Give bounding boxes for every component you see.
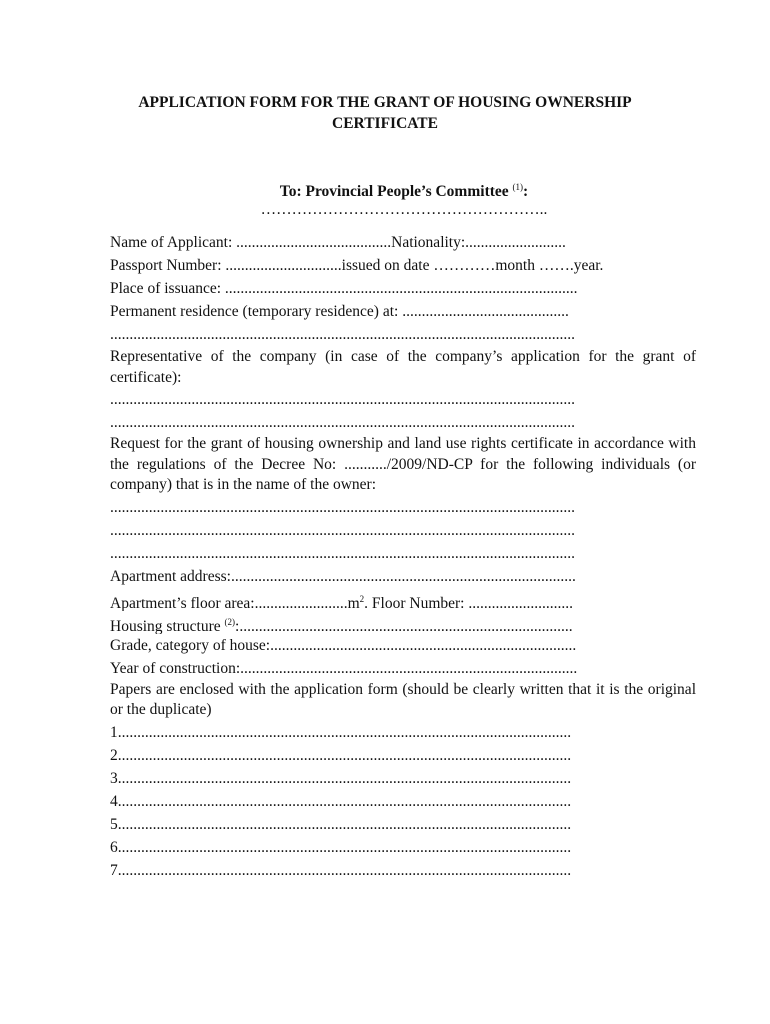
- form-title-line1: APPLICATION FORM FOR THE GRANT OF HOUSING OWNERSHIP: [138, 94, 632, 111]
- housing-structure-row: [110, 611, 696, 634]
- paper-item-5[interactable]: 5.....................................................................................................................: [110, 815, 572, 833]
- footnote-ref-1: (1): [512, 182, 524, 192]
- housing-structure-field[interactable]: :......................................................................................: [235, 617, 573, 634]
- housing-structure-label: Housing structure: [110, 617, 225, 634]
- residence-line-2[interactable]: ........................................................................................................................: [110, 326, 575, 343]
- form-body: [110, 231, 696, 882]
- year-construction-field[interactable]: Year of construction:.......................................................................................: [110, 659, 578, 677]
- grade-category-field[interactable]: Grade, category of house:...............................................................................: [110, 636, 577, 654]
- owner-line-2[interactable]: ........................................................................................................................: [110, 521, 575, 539]
- representative-line-1[interactable]: ........................................................................................................................: [110, 391, 575, 408]
- square-superscript: 2: [359, 593, 365, 604]
- recipient-dots: ………………………………………………..: [260, 201, 548, 218]
- applicant-row: [110, 231, 696, 254]
- recipient-colon: :: [523, 183, 529, 200]
- form-title: [60, 92, 710, 134]
- footnote-ref-2: (2): [224, 616, 236, 627]
- nationality-field[interactable]: Nationality:..........................: [391, 234, 566, 251]
- floor-number-field[interactable]: . Floor Number: ...........................: [364, 594, 573, 611]
- paper-item-2[interactable]: 2.....................................................................................................................: [110, 746, 572, 764]
- paper-item-3[interactable]: 3.....................................................................................................................: [110, 769, 572, 787]
- request-text: Request for the grant of housing ownership and land use rights certificate in accordance with the regulations of the Decree No: .........../2009/ND-CP for the following individuals (or company) that is in the name of the owner:: [110, 435, 696, 493]
- paper-item-7[interactable]: 7.....................................................................................................................: [110, 861, 572, 879]
- passport-number-field[interactable]: Passport Number: ..............................: [110, 257, 342, 274]
- floor-row: [110, 588, 696, 611]
- recipient-label: To: Provincial People’s Committee: [279, 183, 509, 200]
- paper-item-1[interactable]: 1.....................................................................................................................: [110, 723, 572, 741]
- permanent-residence-field[interactable]: Permanent residence (temporary residence) at: ...........................................: [110, 303, 569, 320]
- owner-line-1[interactable]: ........................................................................................................................: [110, 498, 575, 516]
- issued-date-field[interactable]: issued on date …………month …….year.: [341, 257, 604, 274]
- paper-item-4[interactable]: 4.....................................................................................................................: [110, 792, 572, 810]
- owner-line-3[interactable]: ........................................................................................................................: [110, 544, 575, 562]
- place-of-issuance-field[interactable]: Place of issuance: ...........................................................................................: [110, 280, 578, 297]
- representative-line-2[interactable]: ........................................................................................................................: [110, 414, 575, 431]
- paper-item-6[interactable]: 6.....................................................................................................................: [110, 838, 572, 856]
- form-title-line2: CERTIFICATE: [332, 115, 438, 132]
- papers-enclosed-text: Papers are enclosed with the application form (should be clearly written that it is the original or the duplicate): [110, 680, 696, 718]
- recipient-line: [110, 177, 698, 202]
- floor-area-field[interactable]: Apartment’s floor area:........................m: [110, 594, 360, 611]
- apartment-address-field[interactable]: Apartment address:.........................................................................................: [110, 567, 576, 585]
- representative-text: Representative of the company (in case of the company’s application for the grant of certificate):: [110, 348, 696, 386]
- applicant-name-field[interactable]: Name of Applicant: ........................................: [110, 234, 392, 251]
- passport-row: [110, 254, 696, 277]
